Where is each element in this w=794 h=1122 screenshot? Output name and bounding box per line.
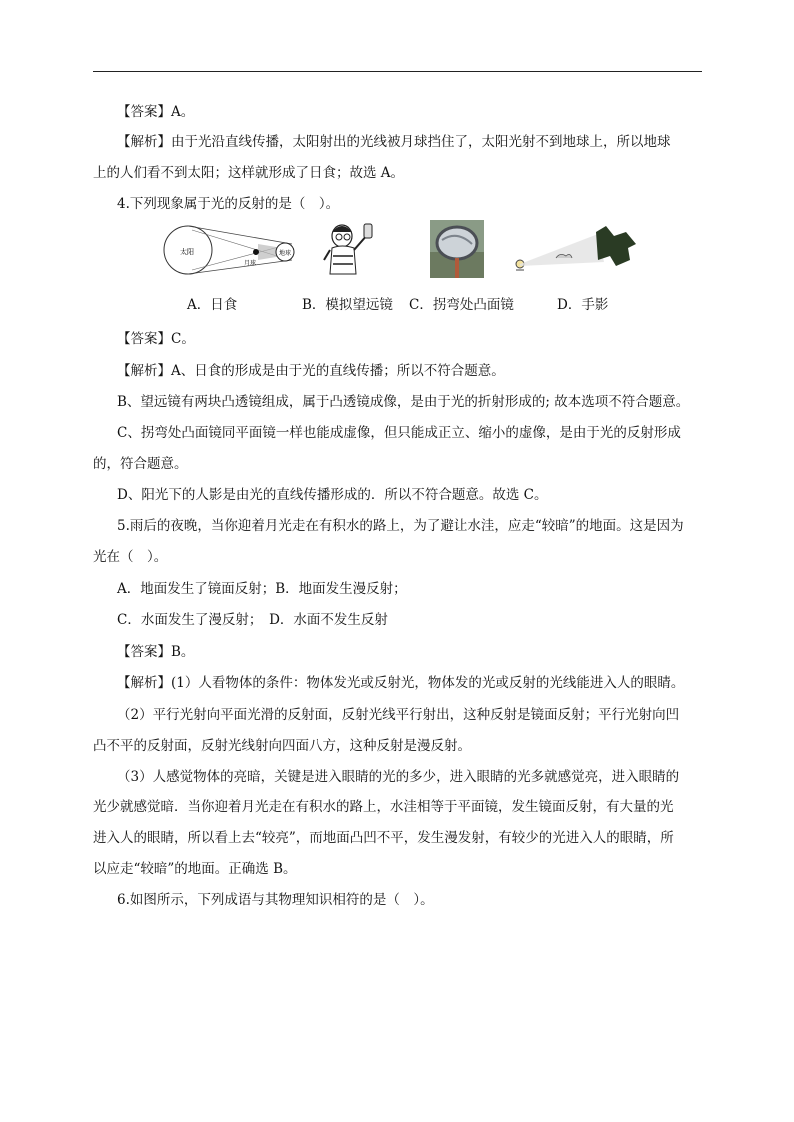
- caption-d: D．手影: [557, 297, 609, 313]
- analysis-4-c-line-2: 的，符合题意。: [93, 456, 188, 472]
- caption-c: C．拐弯处凸面镜: [409, 297, 514, 313]
- answer-3: 【答案】A。: [117, 104, 195, 120]
- earth-label: 地球: [279, 250, 292, 257]
- question-5-options-cd: C．水面发生了漫反射； D．水面不发生反射: [117, 612, 388, 628]
- analysis-4-b: B、望远镜有两块凸透镜组成，属于凸透镜成像，是由于光的折射形成的; 故本选项不符合题意。: [117, 394, 690, 410]
- convex-mirror-photo: [430, 220, 484, 278]
- moon-label: 月球: [244, 260, 257, 267]
- analysis-5-part-3-line-1: （3）人感觉物体的亮暗，关键是进入眼睛的光的多少，进入眼睛的光多就感觉亮，进入眼睛的: [117, 769, 680, 785]
- analysis-4-c-line-1: C、拐弯处凸面镜同平面镜一样也能成虚像，但只能成正立、缩小的虚像，是由于光的反射形成: [117, 425, 681, 441]
- analysis-5-part-1: 【解析】(1）人看物体的条件：物体发光或反射光，物体发的光或反射的光线能进入人的眼睛。: [117, 675, 685, 691]
- analysis-5-part-3-line-2: 光少就感觉暗．当你迎着月光走在有积水的路上，水洼相等于平面镜，发生镜面反射，有大量的光: [93, 799, 674, 815]
- question-5-line-2: 光在（ ）。: [93, 549, 168, 565]
- caption-b: B．模拟望远镜: [302, 297, 393, 313]
- question-6: 6.如图所示，下列成语与其物理知识相符的是（ ）。: [117, 892, 434, 908]
- analysis-3-line-2: 上的人们看不到太阳；这样就形成了日食；故选 A。: [93, 165, 405, 181]
- analysis-5-part-3-line-4: 以应走“较暗”的地面。正确选 B。: [93, 861, 297, 877]
- answer-4: 【答案】C。: [117, 331, 195, 347]
- analysis-4-a: 【解析】A、日食的形成是由于光的直线传播；所以不符合题意。: [117, 363, 505, 379]
- analysis-5-part-2-line-2: 凸不平的反射面，反射光线射向四面八方，这种反射是漫反射。: [93, 738, 471, 754]
- question-5-options-ab: A．地面发生了镜面反射；B．地面发生漫反射；: [117, 581, 407, 597]
- sun-label: 太阳: [180, 248, 194, 256]
- eclipse-diagram: [162, 220, 298, 282]
- caption-a: A．日食: [187, 297, 238, 313]
- question-5-line-1: 5.雨后的夜晚，当你迎着月光走在有积水的路上，为了避让水洼，应走“较暗”的地面。这是因为: [117, 518, 684, 534]
- analysis-5-part-3-line-3: 进入人的眼睛，所以看上去“较亮”，而地面凸凹不平，发生漫发射，有较少的光进入人的眼睛，所: [93, 830, 674, 846]
- question-4-figures: [160, 220, 650, 282]
- header-rule: [93, 71, 702, 72]
- analysis-3-line-1: 【解析】由于光沿直线传播，太阳射出的光线被月球挡住了，太阳光射不到地球上，所以地球: [117, 134, 671, 150]
- question-4: 4.下列现象属于光的反射的是（ ）。: [117, 196, 340, 212]
- telescope-boy-image: [320, 220, 386, 282]
- answer-5: 【答案】B。: [117, 644, 195, 660]
- hand-shadow-image: [512, 220, 642, 278]
- analysis-4-d: D、阳光下的人影是由光的直线传播形成的．所以不符合题意。故选 C。: [117, 487, 548, 503]
- analysis-5-part-2-line-1: （2）平行光射向平面光滑的反射面，反射光线平行射出，这种反射是镜面反射；平行光射向凹: [117, 707, 680, 723]
